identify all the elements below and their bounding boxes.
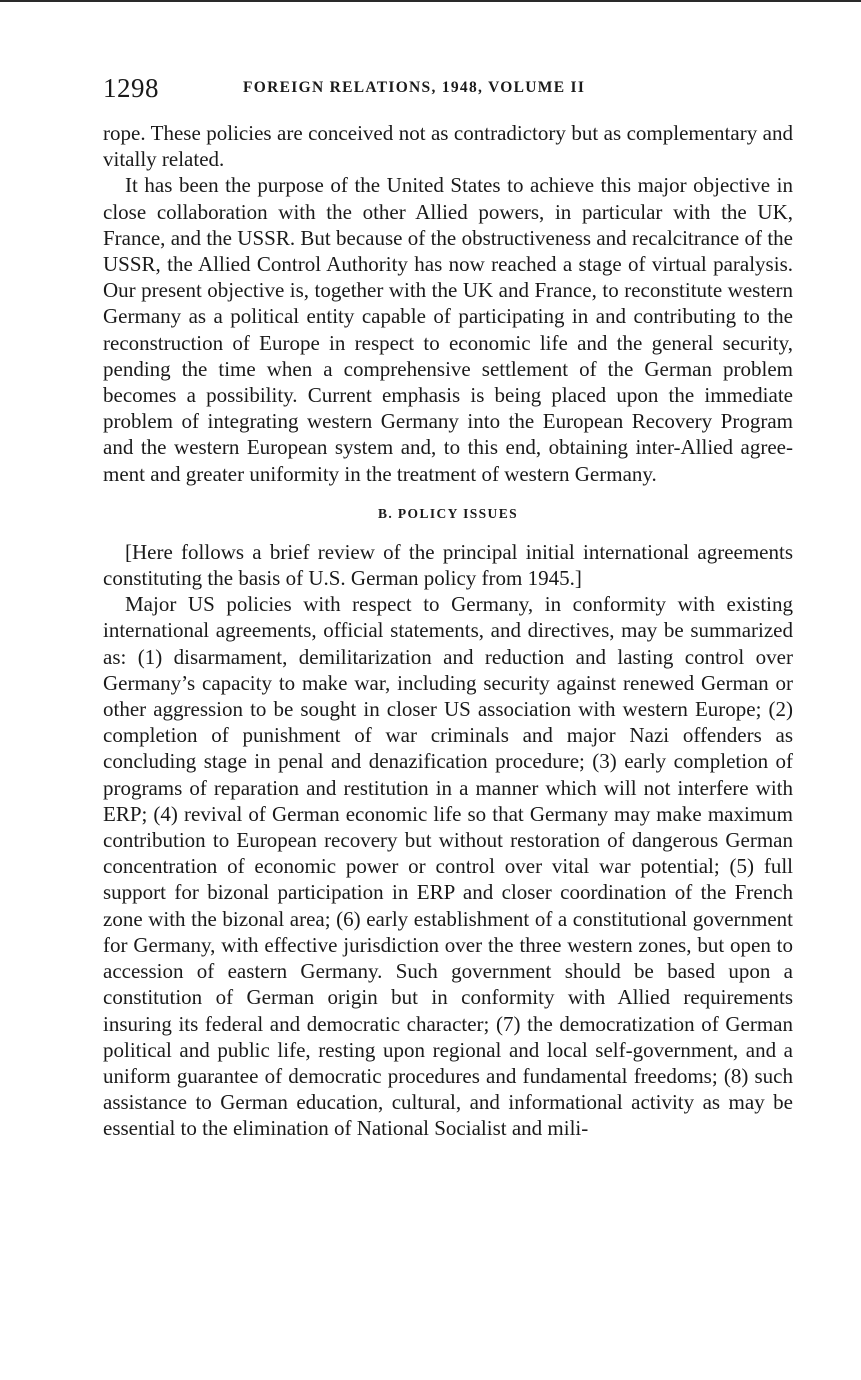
running-header (103, 70, 793, 106)
paragraph-editorial-note: [Here follows a brief review of the principal initial international agreements constituting the basis of U.S. German policy from 1945.] (103, 539, 793, 591)
section-heading: B. POLICY ISSUES (377, 505, 519, 521)
paragraph-major-policies: Major US policies with respect to Germany, in conformity with existing international agreements, official statements, and directives, may be summarized as: (1) disarmament, demilitarization and reduction and lasting control over Germany’s capacity to make war, including security against renewed German or other aggression to be sought in closer US association with western Europe; (2) completion of punishment of war criminals and major Nazi offenders as concluding stage in penal and denazification procedure; (3) early completion of programs of reparation and restitution in a manner which will not interfere with ERP; (4) revival of German economic life so that Germany may make maximum contribution to European recovery but without restoration of dangerous German concentration of economic power or control over vital war potential; (5) full support for bizonal participation in ERP and closer coordination of the French zone with the bizonal area; (6) early establishment of a constitutional government for Germany, with effective jurisdiction over the three western zones, but open to accession of eastern Germany. Such government should be based upon a constitution of German origin but in conformity with Allied requirements insuring its federal and democratic character; (7) the democratization of German political and public life, resting upon regional and local self-government, and a uniform guarantee of democratic procedures and fundamental freedoms; (8) such assistance to German education, cultural, and informational activity as may be essential to the elimination of National Socialist and mili- (103, 592, 793, 1141)
document-page (103, 70, 793, 1142)
paragraph-continuation: rope. These policies are conceived not as contradictory but as complementary and vitally related. (103, 121, 793, 172)
running-header-title: FOREIGN RELATIONS, 1948, VOLUME II (243, 79, 586, 96)
page-number: 1298 (103, 73, 159, 103)
paragraph-objective: It has been the purpose of the United States to achieve this major objective in close collaboration with the other Allied powers, in particular with the UK, France, and the USSR. But because of the obstructiveness and recalcitrance of the USSR, the Allied Control Authority has now reached a stage of virtual paralysis. Our present objective is, together with the UK and France, to reconstitute western Germany as a political entity capable of participating in and contributing to the reconstruction of Europe in respect to economic life and the general security, pending the time when a comprehensive settlement of the German problem becomes a possibility. Current emphasis is being placed upon the immediate problem of integrating western Germany into the European Recovery Program and the western European system and, to this end, obtaining inter-Allied agreement and greater uniformity in the treatment of western Germany. (103, 173, 793, 486)
top-border-rule (0, 0, 861, 2)
